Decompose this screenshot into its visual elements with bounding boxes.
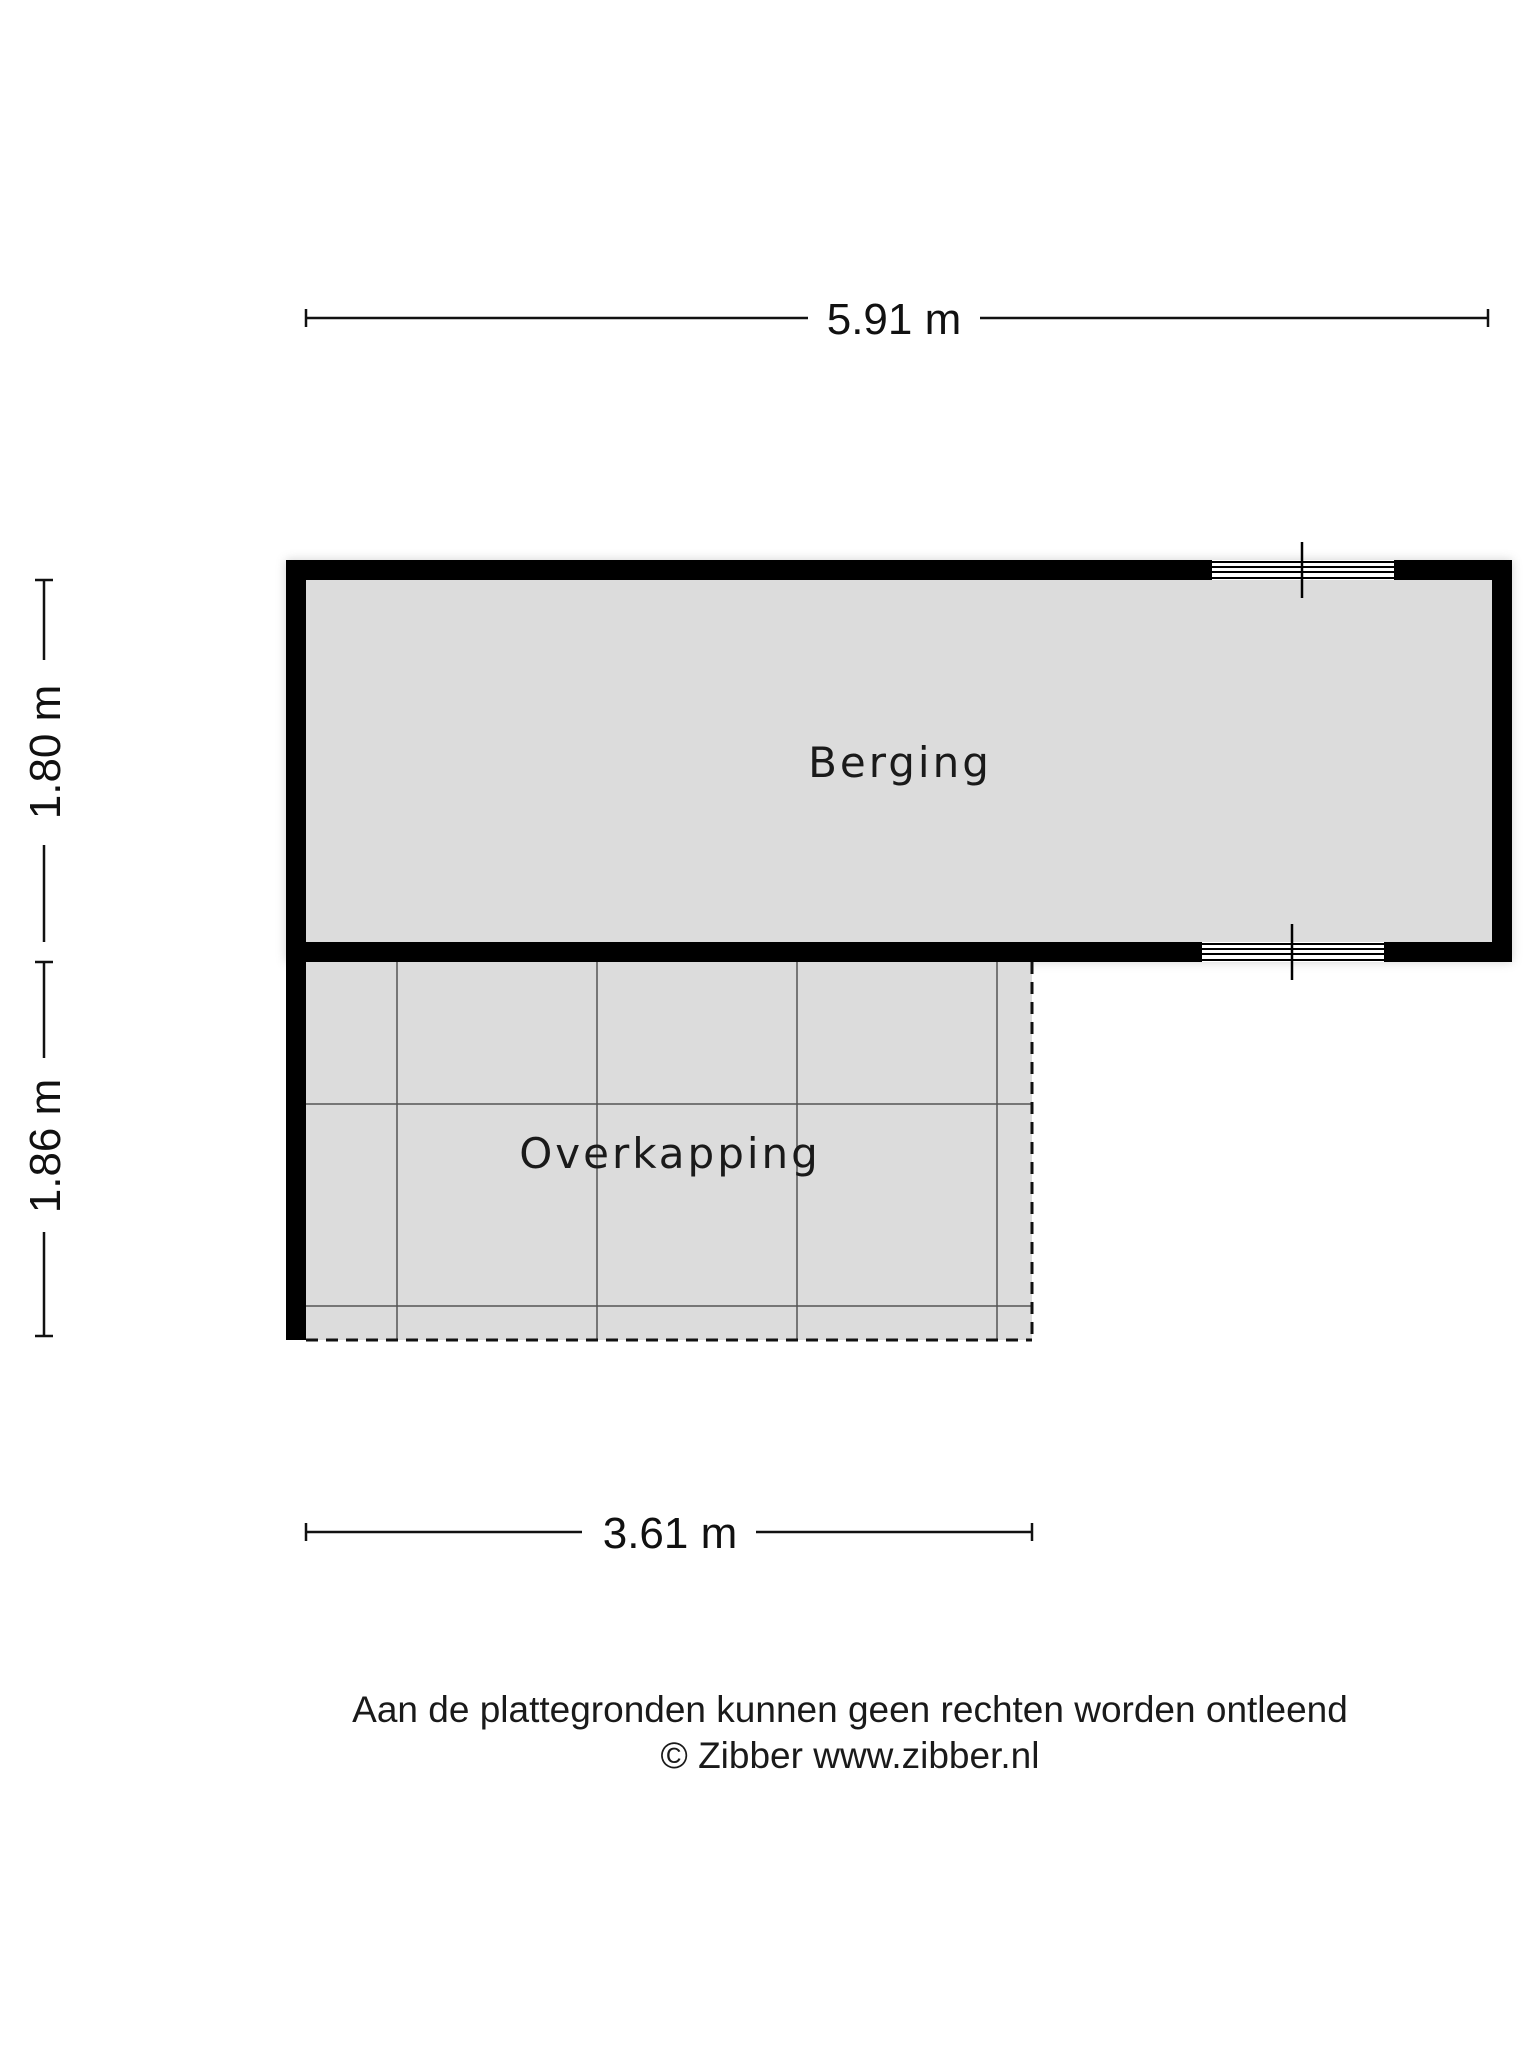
dimension-total-width-label: 5.91 m [826,295,962,344]
dimension-overkapping-depth [21,962,70,1336]
dimension-overkapping-depth-label: 1.86 m [21,1078,70,1214]
dimension-berging-depth-label: 1.80 m [21,684,70,820]
footer-disclaimer: Aan de plattegronden kunnen geen rechten worden ontleend [352,1689,1348,1730]
room-label-berging: Berging [808,738,992,787]
dimension-berging-depth [21,580,70,942]
dimension-total-width [306,295,1488,344]
dimension-overkapping-width [306,1509,1032,1558]
room-label-overkapping: Overkapping [519,1129,821,1178]
footer-credit: © Zibber www.zibber.nl [660,1735,1040,1776]
dimension-overkapping-width-label: 3.61 m [602,1509,738,1558]
